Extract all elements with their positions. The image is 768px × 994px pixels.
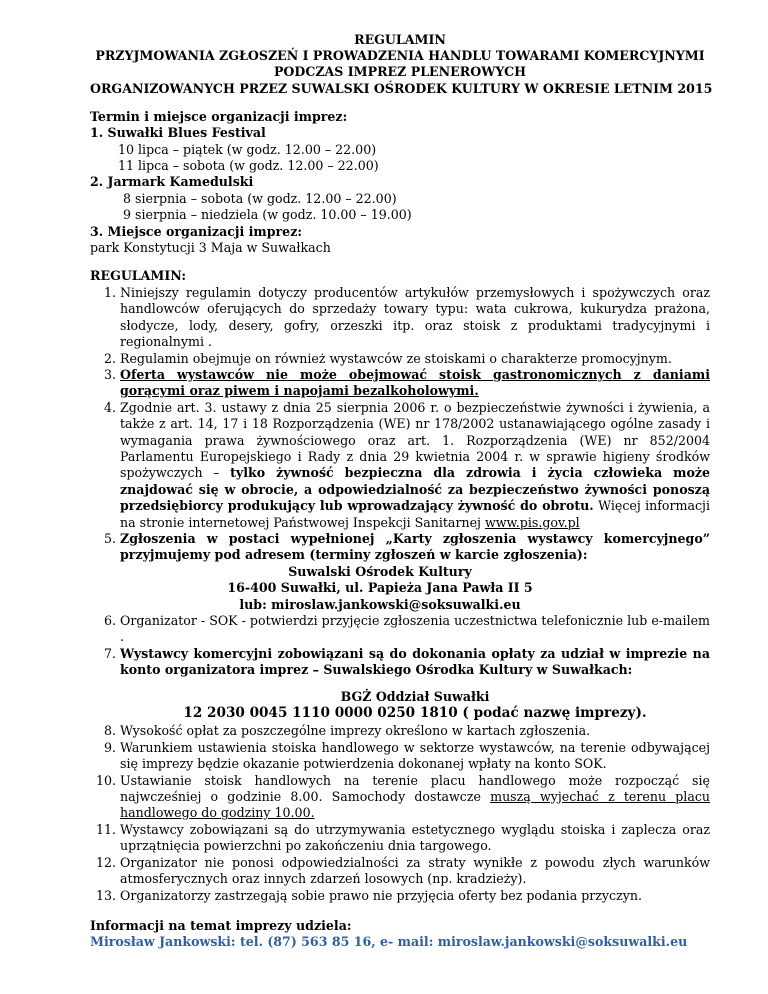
regulamin-item-4 — [90, 400, 710, 531]
item-text-more: Więcej informacji na stronie internetowej Państwowej Inspekcji Sanitarnej — [120, 498, 710, 530]
regulamin-item-10 — [90, 773, 710, 822]
regulamin-item-9 — [90, 740, 710, 773]
schedule-section — [90, 109, 710, 257]
item-text: Wystawcy zobowiązani są do utrzymywania estetycznego wyglądu stoiska i zaplecza oraz uprzątnięcia powierzchni po zakończeniu dnia targowego. — [120, 821, 710, 854]
document-title — [90, 32, 713, 97]
regulamin-item-2 — [90, 351, 710, 367]
event2-date1: 8 sierpnia – sobota (w godz. 12.00 – 22.00) — [123, 190, 397, 206]
document-page — [90, 32, 713, 951]
item-text: Warunkiem ustawienia stoiska handlowego w sektorze wystawców, na terenie odbywającej się imprezy będzie okazanie potwierdzenia dokonanej wpłaty na konto SOK. — [120, 739, 710, 772]
event2-title: 2. Jarmark Kamedulski — [90, 174, 254, 190]
item-text: Ustawianie stoisk handlowych na terenie placu handlowego może rozpocząć się najwcześniej o godzinie 8.00. Samochody dostawcze — [120, 772, 710, 805]
regulamin-item-8 — [90, 723, 710, 739]
item-text: Oferta wystawców nie może obejmować stoisk gastronomicznych z daniami gorącymi oraz piwem i napojami bezalkoholowymi. — [120, 366, 710, 399]
address-line-1: Suwalski Ośrodek Kultury — [288, 563, 472, 579]
info-heading: Informacji na temat imprezy udziela: — [90, 917, 352, 933]
title-line-2: PRZYJMOWANIA ZGŁOSZEŃ I PROWADZENIA HANDLU TOWARAMI KOMERCYJNYMI — [95, 48, 705, 64]
event1-date1: 10 lipca – piątek (w godz. 12.00 – 22.00) — [118, 141, 377, 157]
item-text-bold: tylko żywność bezpieczna dla zdrowia i życia człowieka może znajdować się w obrocie, a odpowiedzialność za bezpieczeństwo żywności ponoszą przedsiębiorcy produkujący lub wprowadzający żywność do obrotu. — [120, 465, 711, 514]
regulamin-item-13 — [90, 888, 710, 904]
event1-date2: 11 lipca – sobota (w godz. 12.00 – 22.00) — [118, 158, 379, 174]
address-line-2: 16-400 Suwałki, ul. Papieża Jana Pawła II 5 — [227, 580, 533, 596]
item-text: Zgodnie art. 3. ustawy z dnia 25 sierpnia 2006 r. o bezpieczeństwie żywności i żywienia, a także z art. 14, 17 i 18 Rozporządzenia (WE) nr 178/2002 ustanawiającego ogólne zasady i wymagania prawa żywnościowego oraz art. 1. Rozporządzenia (WE) nr 852/2004 Parlamentu Europejskiego i Rady z dnia 29 kwietnia 2004 r. w sprawie higieny środków spożywczych – — [120, 399, 710, 481]
regulamin-list — [90, 285, 710, 904]
item-number: 8. — [103, 723, 116, 739]
organizer-address — [120, 564, 710, 613]
item-text: Organizatorzy zastrzegają sobie prawo nie przyjęcia oferty bez podania przyczyn. — [120, 887, 642, 903]
item-number: 10. — [95, 772, 116, 788]
regulamin-item-7 — [90, 646, 710, 722]
event1-title: 1. Suwałki Blues Festival — [90, 125, 266, 141]
regulamin-section — [90, 268, 710, 903]
event2-date2: 9 sierpnia – niedziela (w godz. 10.00 – 19.00) — [123, 207, 412, 223]
regulamin-item-1 — [90, 285, 710, 351]
regulamin-item-3 — [90, 367, 710, 400]
regulamin-heading: REGULAMIN: — [90, 268, 186, 284]
item-text: Organizator nie ponosi odpowiedzialności za straty wynikłe z powodu złych warunków atmosferycznych oraz innych zdarzeń losowych (np. kradzieży). — [120, 854, 710, 887]
item-text: Regulamin obejmuje on również wystawców ze stoiskami o charakterze promocyjnym. — [120, 350, 672, 366]
title-line-3: PODCZAS IMPREZ PLENEROWYCH — [273, 64, 527, 80]
item-number: 3. — [103, 366, 116, 382]
title-line-1: REGULAMIN — [354, 32, 446, 47]
item-number: 6. — [103, 613, 116, 628]
regulamin-item-5 — [90, 531, 710, 613]
item-number: 13. — [95, 887, 116, 903]
item-number: 9. — [103, 739, 116, 755]
contact-line: Mirosław Jankowski: tel. (87) 563 85 16, e- mail: miroslaw.jankowski@soksuwalki.eu — [90, 934, 688, 950]
regulamin-item-6 — [90, 613, 710, 646]
address-line-3: lub: miroslaw.jankowski@soksuwalki.eu — [239, 596, 521, 612]
regulamin-item-12 — [90, 855, 710, 888]
item-text: Wysokość opłat za poszczególne imprezy określono w kartach zgłoszenia. — [120, 723, 591, 739]
pis-website-link[interactable]: www.pis.gov.pl — [484, 514, 580, 530]
item-number: 7. — [103, 645, 116, 661]
item-text: Wystawcy komercyjni zobowiązani są do dokonania opłaty za udział w imprezie na konto organizatora imprez – Suwalskiego Ośrodka Kultury w Suwałkach: — [120, 645, 710, 678]
schedule-heading: Termin i miejsce organizacji imprez: — [90, 108, 348, 124]
place-title: 3. Miejsce organizacji imprez: — [90, 223, 302, 239]
item-text: Zgłoszenia w postaci wypełnionej „Karty zgłoszenia wystawcy komercyjnego” przyjmujemy pod adresem (terminy zgłoszeń w karcie zgłoszenia): — [120, 530, 710, 563]
bank-name: BGŻ Oddział Suwałki — [340, 688, 490, 704]
item-number: 5. — [103, 530, 116, 546]
item-text-underlined: muszą wyjechać z terenu placu handlowego do godziny 10.00. — [120, 789, 710, 821]
bank-account: 12 2030 0045 1110 0000 0250 1810 ( podać nazwę imprezy). — [183, 705, 647, 722]
bank-details — [120, 689, 710, 722]
title-line-4: ORGANIZOWANYCH PRZEZ SUWALSKI OŚRODEK KULTURY W OKRESIE LETNIM 2015 — [90, 80, 713, 96]
item-text: Organizator - SOK - potwierdzi przyjęcie zgłoszenia uczestnictwa telefonicznie lub e-mailem . — [120, 613, 710, 645]
item-number: 12. — [95, 854, 116, 870]
item-number: 11. — [95, 821, 116, 837]
item-text: Niniejszy regulamin dotyczy producentów artykułów przemysłowych i spożywczych oraz handlowców oferujących do sprzedaży towary typu: wata cukrowa, kukurydza prażona, słodycze, lody, desery, gofry, orzeszki itp. oraz stoisk z produktami tradycyjnymi i regionalnymi . — [120, 284, 710, 350]
item-number: 4. — [103, 399, 116, 415]
item-number: 1. — [103, 284, 116, 300]
place-value: park Konstytucji 3 Maja w Suwałkach — [90, 240, 331, 256]
regulamin-item-11 — [90, 822, 710, 855]
item-number: 2. — [103, 350, 116, 366]
